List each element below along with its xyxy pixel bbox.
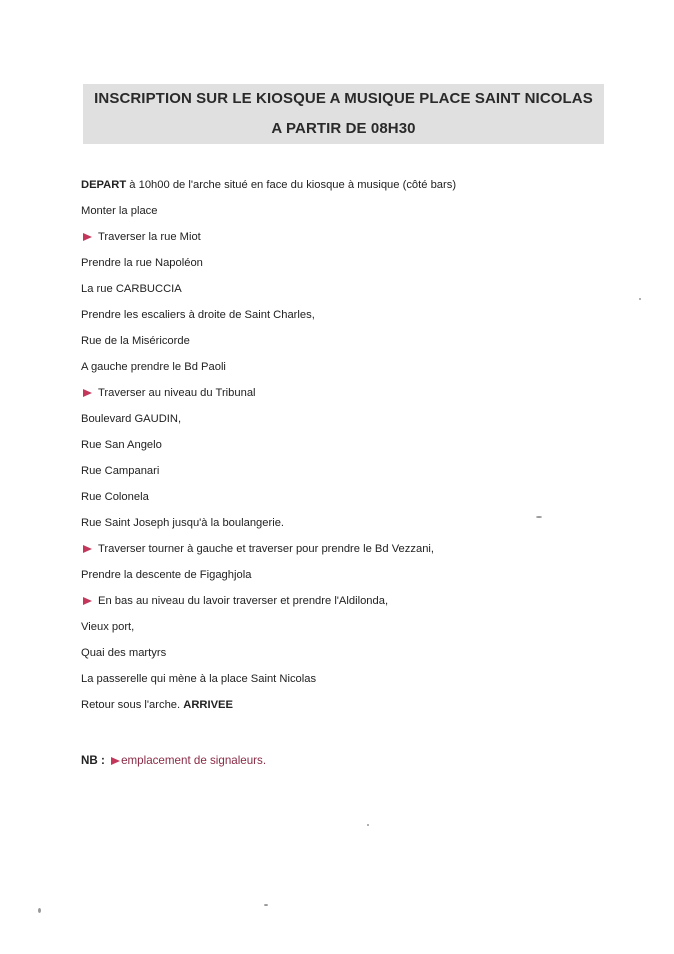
route-step-text: Traverser la rue Miot xyxy=(98,231,201,243)
legend-note xyxy=(81,753,266,769)
route-step xyxy=(81,354,641,380)
route-step-text: Rue San Angelo xyxy=(81,439,162,451)
route-step xyxy=(81,380,641,406)
route-step-text: La passerelle qui mène à la place Saint Nicolas xyxy=(81,673,317,685)
signaller-marker-icon xyxy=(83,597,92,605)
route-step-text: Vieux port, xyxy=(81,621,135,633)
note-label: NB : xyxy=(81,754,105,767)
route-step xyxy=(81,614,641,640)
arrivee-label: ARRIVEE xyxy=(183,699,233,711)
route-step xyxy=(81,406,641,432)
route-step-text: Rue Colonela xyxy=(81,491,149,503)
route-step xyxy=(81,250,641,276)
signaller-marker-icon xyxy=(83,389,92,397)
route-step-text: En bas au niveau du lavoir traverser et prendre l'Aldilonda, xyxy=(98,595,389,607)
route-step xyxy=(81,666,641,692)
route-step-text: Quai des martyrs xyxy=(81,647,167,659)
signaller-marker-icon xyxy=(111,757,120,765)
route-list xyxy=(81,172,641,718)
route-step-text: Prendre la rue Napoléon xyxy=(81,257,203,269)
route-step xyxy=(81,432,641,458)
header-title: INSCRIPTION SUR LE KIOSQUE A MUSIQUE PLACE SAINT NICOLAS xyxy=(94,90,593,107)
route-step-text: Traverser tourner à gauche et traverser pour prendre le Bd Vezzani, xyxy=(98,543,435,555)
route-step-text: Prendre la descente de Figaghjola xyxy=(81,569,252,581)
route-step xyxy=(81,640,641,666)
scan-speck xyxy=(639,298,641,300)
route-step xyxy=(81,484,641,510)
header-band xyxy=(83,84,604,144)
route-step-text: Monter la place xyxy=(81,205,158,217)
route-step-text: Traverser au niveau du Tribunal xyxy=(98,387,256,399)
route-step xyxy=(81,458,641,484)
signaller-marker-icon xyxy=(83,233,92,241)
route-step xyxy=(81,276,641,302)
route-step xyxy=(81,224,641,250)
route-step xyxy=(81,562,641,588)
route-step xyxy=(81,588,641,614)
route-step xyxy=(81,692,641,718)
route-step xyxy=(81,510,641,536)
route-step-text: Rue Campanari xyxy=(81,465,160,477)
route-step-text: A gauche prendre le Bd Paoli xyxy=(81,361,226,373)
route-step-text: Retour sous l'arche. xyxy=(81,699,184,711)
scan-speck xyxy=(264,904,268,906)
route-step xyxy=(81,536,641,562)
scan-speck xyxy=(38,908,41,913)
route-step-text: à 10h00 de l'arche situé en face du kiosque à musique (côté bars) xyxy=(126,179,457,191)
route-step-text: Rue Saint Joseph jusqu'à la boulangerie. xyxy=(81,517,285,529)
route-step xyxy=(81,172,641,198)
route-step-text: La rue CARBUCCIA xyxy=(81,283,182,295)
depart-label: DEPART xyxy=(81,179,127,191)
scan-speck xyxy=(536,516,542,518)
route-step-text: Boulevard GAUDIN, xyxy=(81,413,182,425)
route-step xyxy=(81,302,641,328)
scan-speck xyxy=(367,824,369,826)
route-step xyxy=(81,198,641,224)
route-step xyxy=(81,328,641,354)
route-step-text: Prendre les escaliers à droite de Saint Charles, xyxy=(81,309,315,321)
header-subtitle: A PARTIR DE 08H30 xyxy=(271,120,416,137)
route-step-text: Rue de la Miséricorde xyxy=(81,335,190,347)
signaller-marker-icon xyxy=(83,545,92,553)
note-text: emplacement de signaleurs. xyxy=(121,754,267,767)
